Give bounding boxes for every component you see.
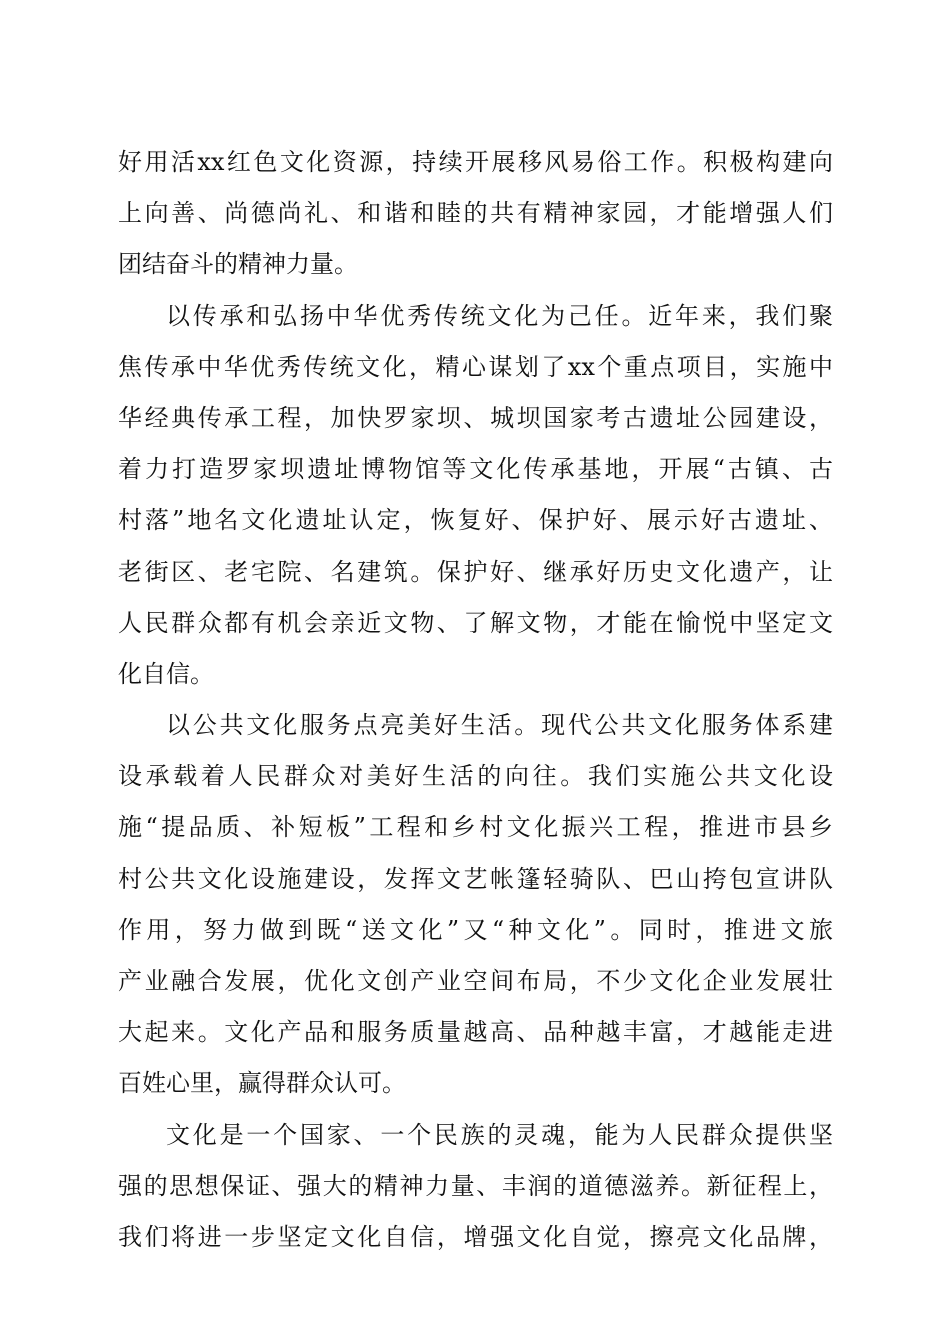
paragraph-2-line-6: 老街区、老宅院、名建筑。保护好、继承好历史文化遗产，让 — [118, 557, 833, 586]
paragraph-3-line-5: 作用，努力做到既“送文化”又“种文化”。同时，推进文旅 — [118, 915, 833, 944]
paragraph-1-line-1: 好用活xx红色文化资源，持续开展移风易俗工作。积极构建向 — [118, 148, 833, 176]
paragraph-4-line-2: 强的思想保证、强大的精神力量、丰润的道德滋养。新征程上， — [118, 1171, 833, 1200]
paragraph-2-line-1: 以传承和弘扬中华优秀传统文化为己任。近年来，我们聚 — [166, 301, 833, 330]
paragraph-2-line-3: 华经典传承工程，加快罗家坝、城坝国家考古遗址公园建设， — [118, 403, 833, 432]
paragraph-3-line-4: 村公共文化设施建设，发挥文艺帐篷轻骑队、巴山挎包宣讲队 — [118, 864, 833, 893]
paragraph-4-line-1: 文化是一个国家、一个民族的灵魂，能为人民群众提供坚 — [166, 1120, 833, 1149]
paragraph-1-line-2: 上向善、尚德尚礼、和谐和睦的共有精神家园，才能增强人们 — [118, 199, 833, 228]
paragraph-2-line-2: 焦传承中华优秀传统文化，精心谋划了xx个重点项目，实施中 — [118, 352, 833, 381]
paragraph-4-line-3: 我们将进一步坚定文化自信，增强文化自觉，擦亮文化品牌， — [118, 1222, 833, 1251]
paragraph-3-line-7: 大起来。文化产品和服务质量越高、品种越丰富，才越能走进 — [118, 1018, 833, 1047]
paragraph-3-line-3: 施“提品质、补短板”工程和乡村文化振兴工程，推进市县乡 — [118, 813, 833, 842]
document-page — [118, 137, 833, 1263]
paragraph-2-line-7: 人民群众都有机会亲近文物、了解文物，才能在愉悦中坚定文 — [118, 608, 833, 637]
paragraph-3-line-6: 产业融合发展，优化文创产业空间布局，不少文化企业发展壮 — [118, 967, 833, 995]
paragraph-3-line-1: 以公共文化服务点亮美好生活。现代公共文化服务体系建 — [166, 711, 833, 740]
paragraph-3-line-2: 设承载着人民群众对美好生活的向往。我们实施公共文化设 — [118, 762, 833, 791]
paragraph-2-line-4: 着力打造罗家坝遗址博物馆等文化传承基地，开展“古镇、古 — [118, 455, 833, 484]
paragraph-3-line-8: 百姓心里，赢得群众认可。 — [118, 1069, 406, 1098]
paragraph-2-line-8: 化自信。 — [118, 659, 214, 688]
paragraph-1-line-3: 团结奋斗的精神力量。 — [118, 250, 358, 279]
paragraph-2-line-5: 村落”地名文化遗址认定，恢复好、保护好、展示好古遗址、 — [118, 506, 833, 535]
